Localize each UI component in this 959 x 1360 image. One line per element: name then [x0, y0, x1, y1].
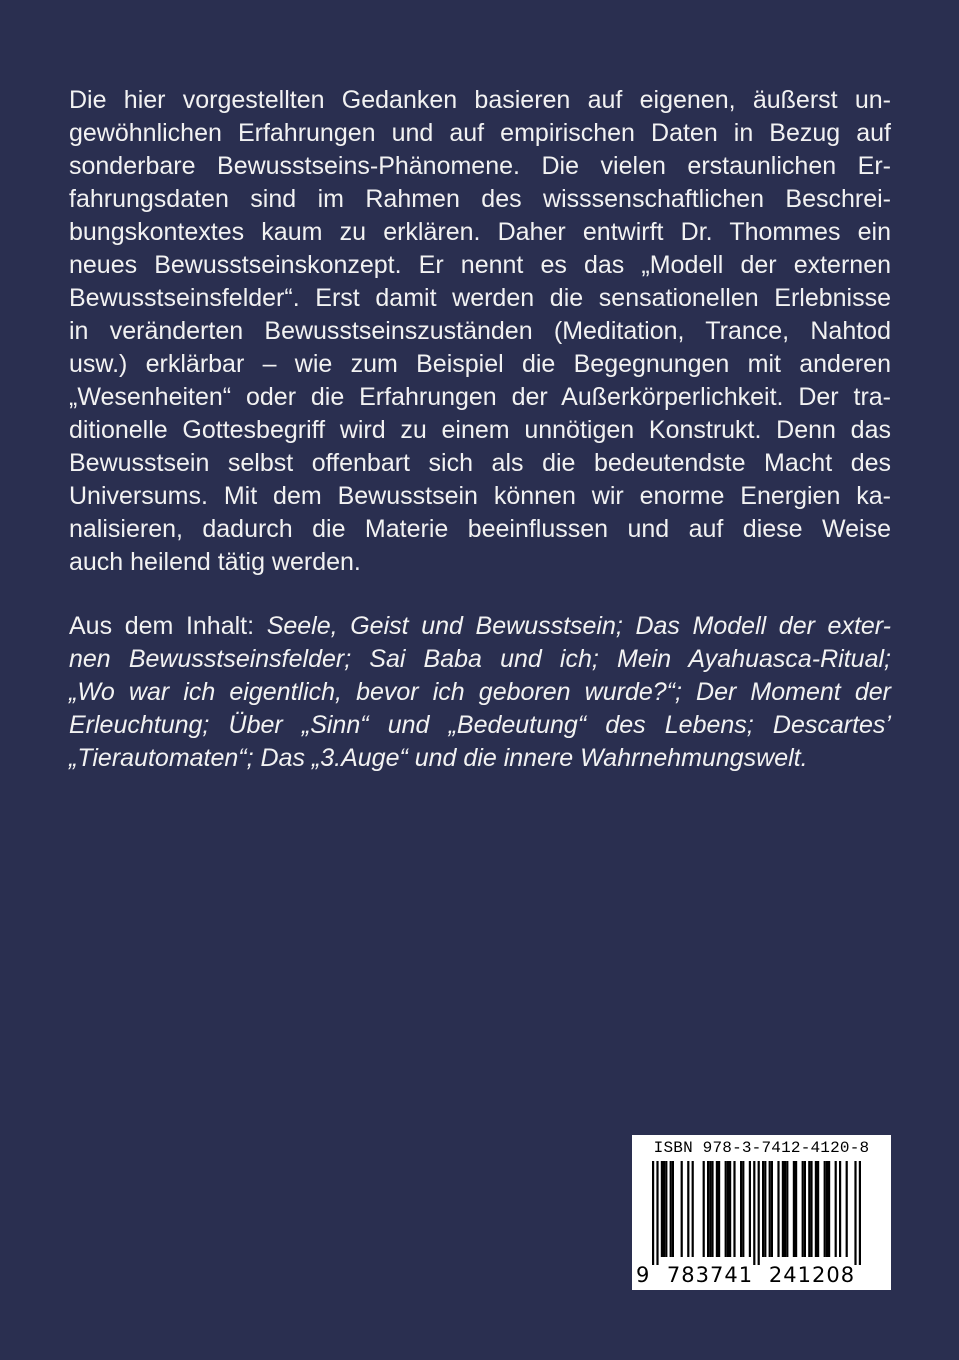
blurb-line: in veränderten Bewusstseinszuständen (Meditation, Trance, Nahtod	[69, 317, 891, 345]
contents-item-text: Seele, Geist und Bewusstsein; Das Modell der exter-	[266, 612, 892, 640]
barcode-guard-bar	[854, 1161, 856, 1265]
contents-line: Erleuchtung; Über „Sinn“ und „Bedeutung“ des Lebens; Descartes’	[69, 711, 891, 739]
blurb-line: Universums. Mit dem Bewusstsein können wir enorme Energien ka-	[69, 482, 891, 510]
barcode-bar	[793, 1161, 795, 1257]
barcode-bar	[828, 1161, 830, 1257]
barcode-bar	[707, 1161, 709, 1257]
barcode-bars	[652, 1161, 872, 1265]
contents-line: nen Bewusstseinsfelder; Sai Baba und ich; Mein Ayahuasca-Ritual;	[69, 645, 891, 673]
isbn-barcode	[632, 1135, 891, 1290]
blurb-line: fahrungsdaten sind im Rahmen des wisssenschaftlichen Beschrei-	[69, 185, 891, 213]
contents-first-line	[69, 610, 891, 643]
barcode-bar	[795, 1161, 797, 1257]
barcode-bar	[762, 1161, 764, 1257]
isbn-label: ISBN 978-3-7412-4120-8	[653, 1139, 870, 1157]
contents-line: „Tierautomaten“; Das „3.Auge“ und die innere Wahrnehmungswelt.	[69, 744, 808, 772]
barcode-bar	[804, 1161, 806, 1257]
blurb-line: Bewusstsein selbst offenbart sich als die bedeutendste Macht des	[69, 449, 891, 477]
ean-digit-first: 9	[636, 1263, 650, 1287]
barcode-bar	[742, 1161, 744, 1257]
blurb-line: Bewusstseinsfelder“. Erst damit werden die sensationellen Erlebnisse	[69, 284, 891, 312]
barcode-bar	[802, 1161, 804, 1257]
barcode-bar	[782, 1161, 784, 1257]
barcode-bar	[824, 1161, 826, 1257]
barcode-guard-bar	[656, 1161, 658, 1265]
blurb-line: auch heilend tätig werden.	[69, 548, 361, 576]
barcode-bar	[769, 1161, 771, 1257]
barcode-bar	[681, 1161, 683, 1257]
barcode-bar	[716, 1161, 718, 1257]
ean-digits-left: 783741	[666, 1263, 754, 1287]
blurb-line: gewöhnlichen Erfahrungen und auf empirischen Daten in Bezug auf	[69, 119, 891, 147]
barcode-bar	[784, 1161, 786, 1257]
blurb-line: ditionelle Gottesbegriff wird zu einem unnötigen Konstrukt. Denn das	[69, 416, 891, 444]
barcode-bar	[729, 1161, 731, 1257]
barcode-bar	[703, 1161, 705, 1257]
contents-line: „Wo war ich eigentlich, bevor ich geboren wurde?“; Der Moment der	[69, 678, 891, 706]
barcode-bar	[665, 1161, 667, 1257]
barcode-bar	[718, 1161, 720, 1257]
barcode-bar	[839, 1161, 841, 1257]
contents-list	[69, 610, 891, 775]
barcode-bar	[810, 1161, 812, 1257]
blurb-description	[69, 84, 891, 579]
blurb-line: nalisieren, dadurch die Materie beeinflussen und auf diese Weise	[69, 515, 891, 543]
barcode-bar	[846, 1161, 848, 1257]
barcode-bar	[692, 1161, 694, 1257]
barcode-bar	[808, 1161, 810, 1257]
barcode-bar	[817, 1161, 819, 1257]
barcode-guard-bar	[652, 1161, 654, 1265]
barcode-bar	[661, 1161, 663, 1257]
barcode-bar	[663, 1161, 665, 1257]
barcode-bar	[727, 1161, 729, 1257]
barcode-bar	[711, 1161, 713, 1257]
barcode-guard-bar	[859, 1161, 861, 1265]
barcode-bar	[709, 1161, 711, 1257]
barcode-bar	[670, 1161, 672, 1257]
barcode-bar	[771, 1161, 773, 1257]
barcode-guard-bar	[753, 1161, 755, 1265]
barcode-bar	[740, 1161, 742, 1257]
barcode-bar	[687, 1161, 689, 1257]
blurb-line: sonderbare Bewusstseins-Phänomene. Die vielen erstaunlichen Er-	[69, 152, 891, 180]
barcode-bar	[815, 1161, 817, 1257]
blurb-line: „Wesenheiten“ oder die Erfahrungen der Außerkörperlichkeit. Der tra-	[69, 383, 891, 411]
barcode-bar	[835, 1161, 837, 1257]
barcode-bar	[672, 1161, 674, 1257]
barcode-bar	[733, 1161, 735, 1257]
barcode-bar	[786, 1161, 788, 1257]
barcode-bar	[777, 1161, 779, 1257]
blurb-line: usw.) erklärbar – wie zum Beispiel die Begegnungen mit anderen	[69, 350, 891, 378]
ean-digits-right: 241208	[768, 1263, 856, 1287]
blurb-line: neues Bewusstseinskonzept. Er nennt es das „Modell der externen	[69, 251, 891, 279]
barcode-bar	[725, 1161, 727, 1257]
barcode-bar	[826, 1161, 828, 1257]
barcode-guard-bar	[758, 1161, 760, 1265]
contents-label: Aus dem Inhalt:	[69, 612, 267, 640]
blurb-line: Die hier vorgestellten Gedanken basieren auf eigenen, äußerst un-	[69, 86, 891, 114]
barcode-bar	[749, 1161, 751, 1257]
barcode-bar	[764, 1161, 766, 1257]
blurb-line: bungskontextes kaum zu erklären. Daher entwirft Dr. Thommes ein	[69, 218, 891, 246]
